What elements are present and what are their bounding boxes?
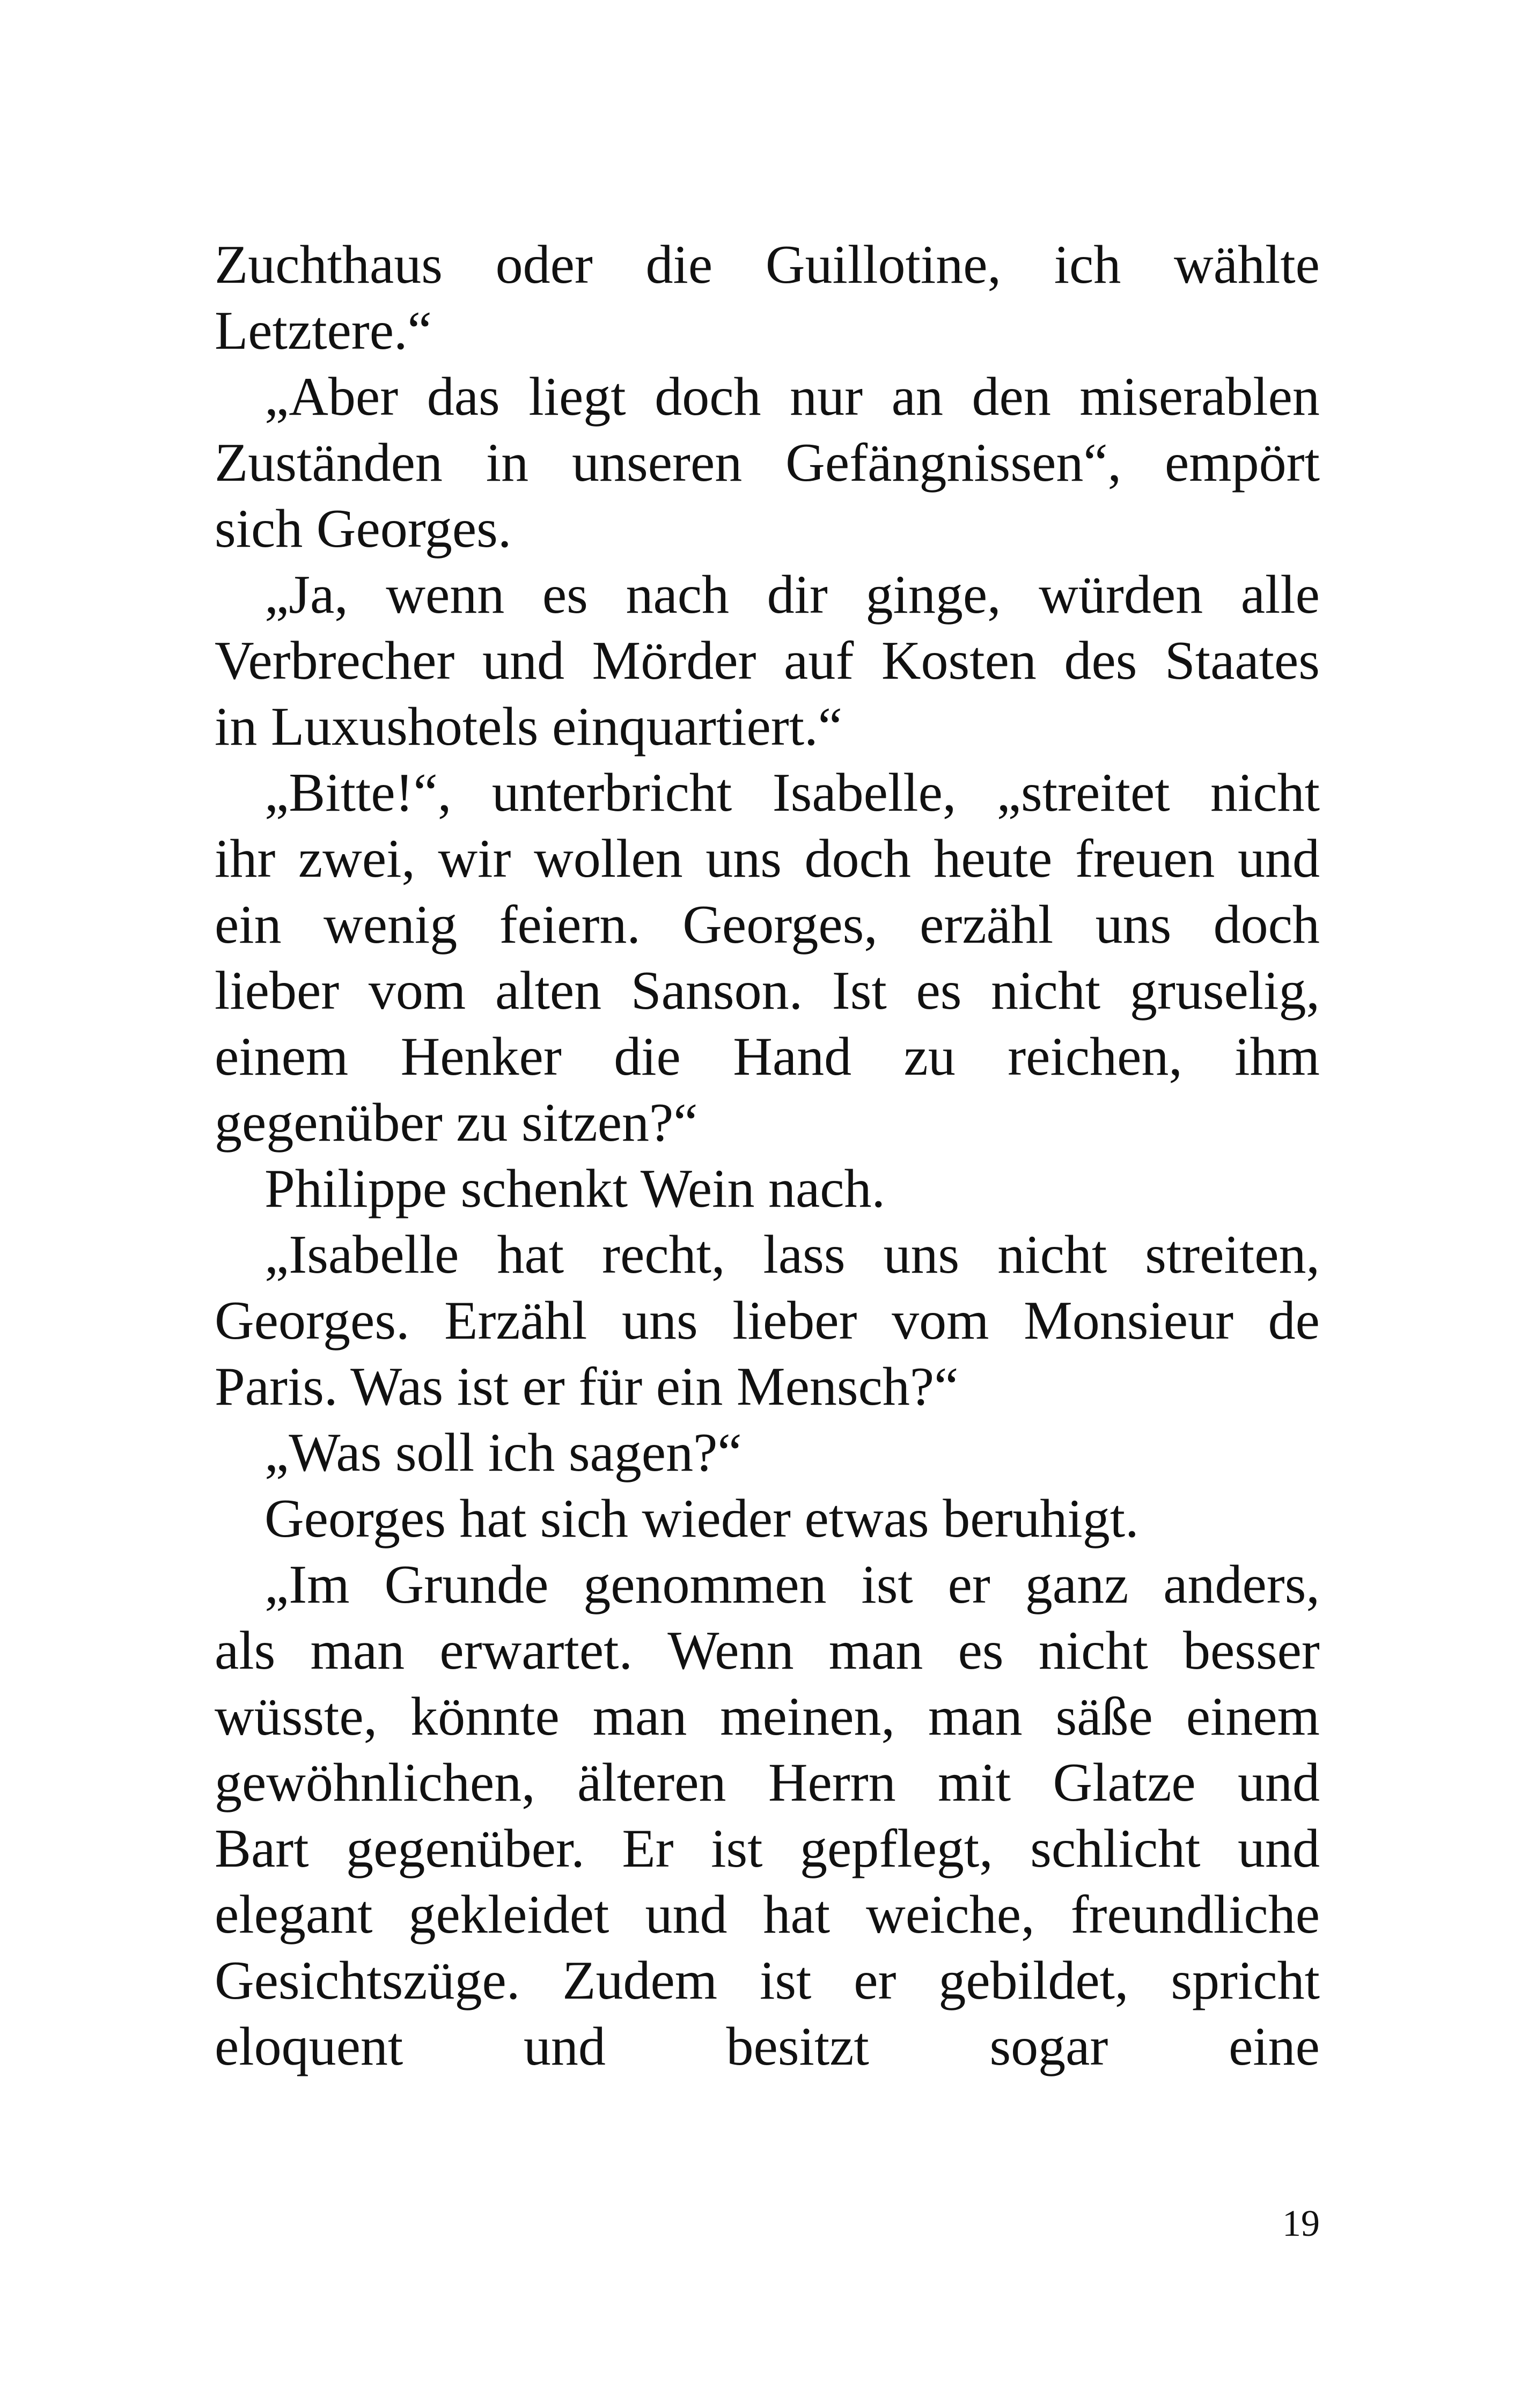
word: und — [523, 2016, 606, 2077]
word: in Luxushotels einquartiert.“ — [215, 696, 842, 757]
word: freuen — [1075, 828, 1215, 889]
word: de — [1268, 1290, 1320, 1351]
text-line — [215, 298, 1320, 364]
word: Bart — [215, 1818, 309, 1879]
word: empört — [1165, 432, 1320, 493]
word: ich — [1054, 234, 1121, 295]
word: unseren — [572, 432, 743, 493]
word: Ist — [832, 960, 887, 1021]
word: nicht — [991, 960, 1101, 1021]
word: streiten, — [1145, 1224, 1320, 1285]
word: nicht — [997, 1224, 1107, 1285]
text-line — [215, 496, 1320, 562]
word: an — [891, 366, 943, 427]
word: Sanson. — [630, 960, 803, 1021]
word: lass — [763, 1224, 846, 1285]
word: und — [1238, 1818, 1320, 1879]
text-line — [215, 1024, 1320, 1090]
word: lieber — [215, 960, 340, 1021]
word: er — [854, 1950, 897, 2011]
word: man — [828, 1620, 923, 1681]
word: erwartet. — [439, 1620, 633, 1681]
word: „Aber — [264, 366, 399, 427]
word: Guillotine, — [765, 234, 1002, 295]
word: Erzähl — [444, 1290, 587, 1351]
word: „Was soll ich sagen?“ — [264, 1422, 742, 1483]
word: unterbricht — [491, 762, 732, 823]
word: heute — [934, 828, 1053, 889]
word: doch — [1213, 894, 1320, 955]
word: sogar — [989, 2016, 1108, 2077]
word: Grunde — [384, 1554, 549, 1615]
word: Herrn — [768, 1752, 896, 1813]
word: uns — [621, 1290, 698, 1351]
word: alle — [1240, 564, 1320, 625]
word: einem — [1186, 1686, 1320, 1747]
text-line — [215, 760, 1320, 826]
text-line — [215, 2014, 1320, 2080]
word: wenn — [386, 564, 505, 625]
text-line — [215, 694, 1320, 760]
body-text — [215, 232, 1320, 2080]
word: die — [614, 1026, 681, 1087]
word: alten — [495, 960, 602, 1021]
word: „Ja, — [264, 564, 348, 625]
word: Zuchthaus — [215, 234, 443, 295]
word: Georges. — [215, 1290, 410, 1351]
word: des — [1064, 630, 1137, 691]
word: Verbrecher — [215, 630, 455, 691]
word: die — [645, 234, 713, 295]
word: Zuständen — [215, 432, 443, 493]
word: lieber — [732, 1290, 857, 1351]
text-line — [215, 1156, 1320, 1222]
text-line — [215, 430, 1320, 496]
word: dir — [767, 564, 828, 625]
word: reichen, — [1008, 1026, 1182, 1087]
word: hat — [763, 1884, 831, 1945]
word: auf — [784, 630, 854, 691]
word: als — [215, 1620, 276, 1681]
word: oder — [495, 234, 593, 295]
word: und — [482, 630, 564, 691]
text-line — [215, 628, 1320, 694]
word: „Bitte!“, — [264, 762, 452, 823]
word: Gefängnissen“, — [785, 432, 1122, 493]
word: gepflegt, — [800, 1818, 993, 1879]
word: ihm — [1235, 1026, 1320, 1087]
page-number: 19 — [1282, 2203, 1320, 2244]
word: sich Georges. — [215, 498, 512, 559]
word: gegenüber. — [346, 1818, 585, 1879]
word: gebildet, — [938, 1950, 1129, 2011]
word: Hand — [733, 1026, 852, 1087]
word: ginge, — [865, 564, 1001, 625]
word: einem — [215, 1026, 349, 1087]
word: ist — [760, 1950, 812, 2011]
word: ihr — [215, 828, 276, 889]
word: gruselig, — [1129, 960, 1320, 1021]
word: miserablen — [1079, 366, 1320, 427]
text-line — [215, 826, 1320, 892]
word: wollen — [534, 828, 683, 889]
word: und — [1237, 828, 1320, 889]
word: Gesichtszüge. — [215, 1950, 520, 2011]
word: Zudem — [562, 1950, 718, 2011]
word: mit — [938, 1752, 1011, 1813]
word: anders, — [1163, 1554, 1320, 1615]
word: vom — [892, 1290, 989, 1351]
word: elegant — [215, 1884, 373, 1945]
word: wenig — [323, 894, 458, 955]
text-line — [215, 1618, 1320, 1684]
word: nach — [626, 564, 729, 625]
word: „Im — [264, 1554, 350, 1615]
word: älteren — [577, 1752, 726, 1813]
word: Georges, — [682, 894, 878, 955]
text-line — [215, 1882, 1320, 1948]
word: ist — [711, 1818, 763, 1879]
word: Philippe schenkt Wein nach. — [264, 1158, 886, 1219]
text-line — [215, 1090, 1320, 1156]
word: doch — [655, 366, 761, 427]
text-line — [215, 232, 1320, 298]
word: Monsieur — [1024, 1290, 1234, 1351]
word: spricht — [1171, 1950, 1320, 2011]
text-line — [215, 1486, 1320, 1552]
word: ist — [861, 1554, 913, 1615]
text-line — [215, 958, 1320, 1024]
text-line — [215, 1222, 1320, 1288]
word: weiche, — [866, 1884, 1035, 1945]
word: ganz — [1025, 1554, 1129, 1615]
word: ein — [215, 894, 282, 955]
word: uns — [1095, 894, 1172, 955]
word: es — [958, 1620, 1004, 1681]
word: vom — [368, 960, 466, 1021]
word: liegt — [528, 366, 626, 427]
word: er — [947, 1554, 990, 1615]
text-line — [215, 1816, 1320, 1882]
word: das — [427, 366, 500, 427]
word: gegenüber zu sitzen?“ — [215, 1092, 698, 1153]
word: gewöhnlichen, — [215, 1752, 535, 1813]
word: wir — [438, 828, 511, 889]
word: in — [486, 432, 529, 493]
word: erzähl — [920, 894, 1054, 955]
text-line — [215, 1420, 1320, 1486]
word: zwei, — [298, 828, 415, 889]
word: säße — [1055, 1686, 1153, 1747]
text-line — [215, 1552, 1320, 1618]
word: wüsste, — [215, 1686, 378, 1747]
text-line — [215, 1750, 1320, 1816]
word: wählte — [1174, 234, 1320, 295]
word: freundliche — [1070, 1884, 1320, 1945]
word: Glatze — [1053, 1752, 1196, 1813]
text-line — [215, 1684, 1320, 1750]
word: den — [972, 366, 1051, 427]
word: „Isabelle — [264, 1224, 459, 1285]
word: uns — [883, 1224, 960, 1285]
word: eloquent — [215, 2016, 403, 2077]
word: Er — [622, 1818, 674, 1879]
word: recht, — [602, 1224, 725, 1285]
word: Staates — [1165, 630, 1320, 691]
word: nicht — [1038, 1620, 1148, 1681]
word: nur — [790, 366, 863, 427]
word: zu — [903, 1026, 956, 1087]
word: gekleidet — [408, 1884, 609, 1945]
word: Paris. Was ist er für ein Mensch?“ — [215, 1356, 959, 1417]
text-line — [215, 1948, 1320, 2014]
word: und — [1237, 1752, 1320, 1813]
word: Isabelle, — [772, 762, 957, 823]
word: genommen — [583, 1554, 827, 1615]
word: meinen, — [720, 1686, 895, 1747]
text-line — [215, 364, 1320, 430]
text-line — [215, 1354, 1320, 1420]
word: nicht — [1210, 762, 1320, 823]
word: „streitet — [996, 762, 1170, 823]
word: schlicht — [1030, 1818, 1201, 1879]
text-line — [215, 1288, 1320, 1354]
word: Mörder — [592, 630, 756, 691]
word: besser — [1183, 1620, 1320, 1681]
word: und — [645, 1884, 728, 1945]
word: Letztere.“ — [215, 300, 432, 361]
text-line — [215, 892, 1320, 958]
word: es — [916, 960, 962, 1021]
word: könnte — [410, 1686, 560, 1747]
word: eine — [1229, 2016, 1320, 2077]
text-line — [215, 562, 1320, 628]
word: feiern. — [499, 894, 641, 955]
word: doch — [804, 828, 911, 889]
word: Kosten — [881, 630, 1037, 691]
word: uns — [706, 828, 782, 889]
word: hat — [497, 1224, 564, 1285]
word: es — [542, 564, 588, 625]
word: man — [310, 1620, 405, 1681]
word: Georges hat sich wieder etwas beruhigt. — [264, 1488, 1139, 1549]
word: würden — [1039, 564, 1203, 625]
word: man — [592, 1686, 687, 1747]
word: Henker — [400, 1026, 562, 1087]
word: Wenn — [667, 1620, 794, 1681]
word: man — [928, 1686, 1023, 1747]
word: besitzt — [726, 2016, 869, 2077]
